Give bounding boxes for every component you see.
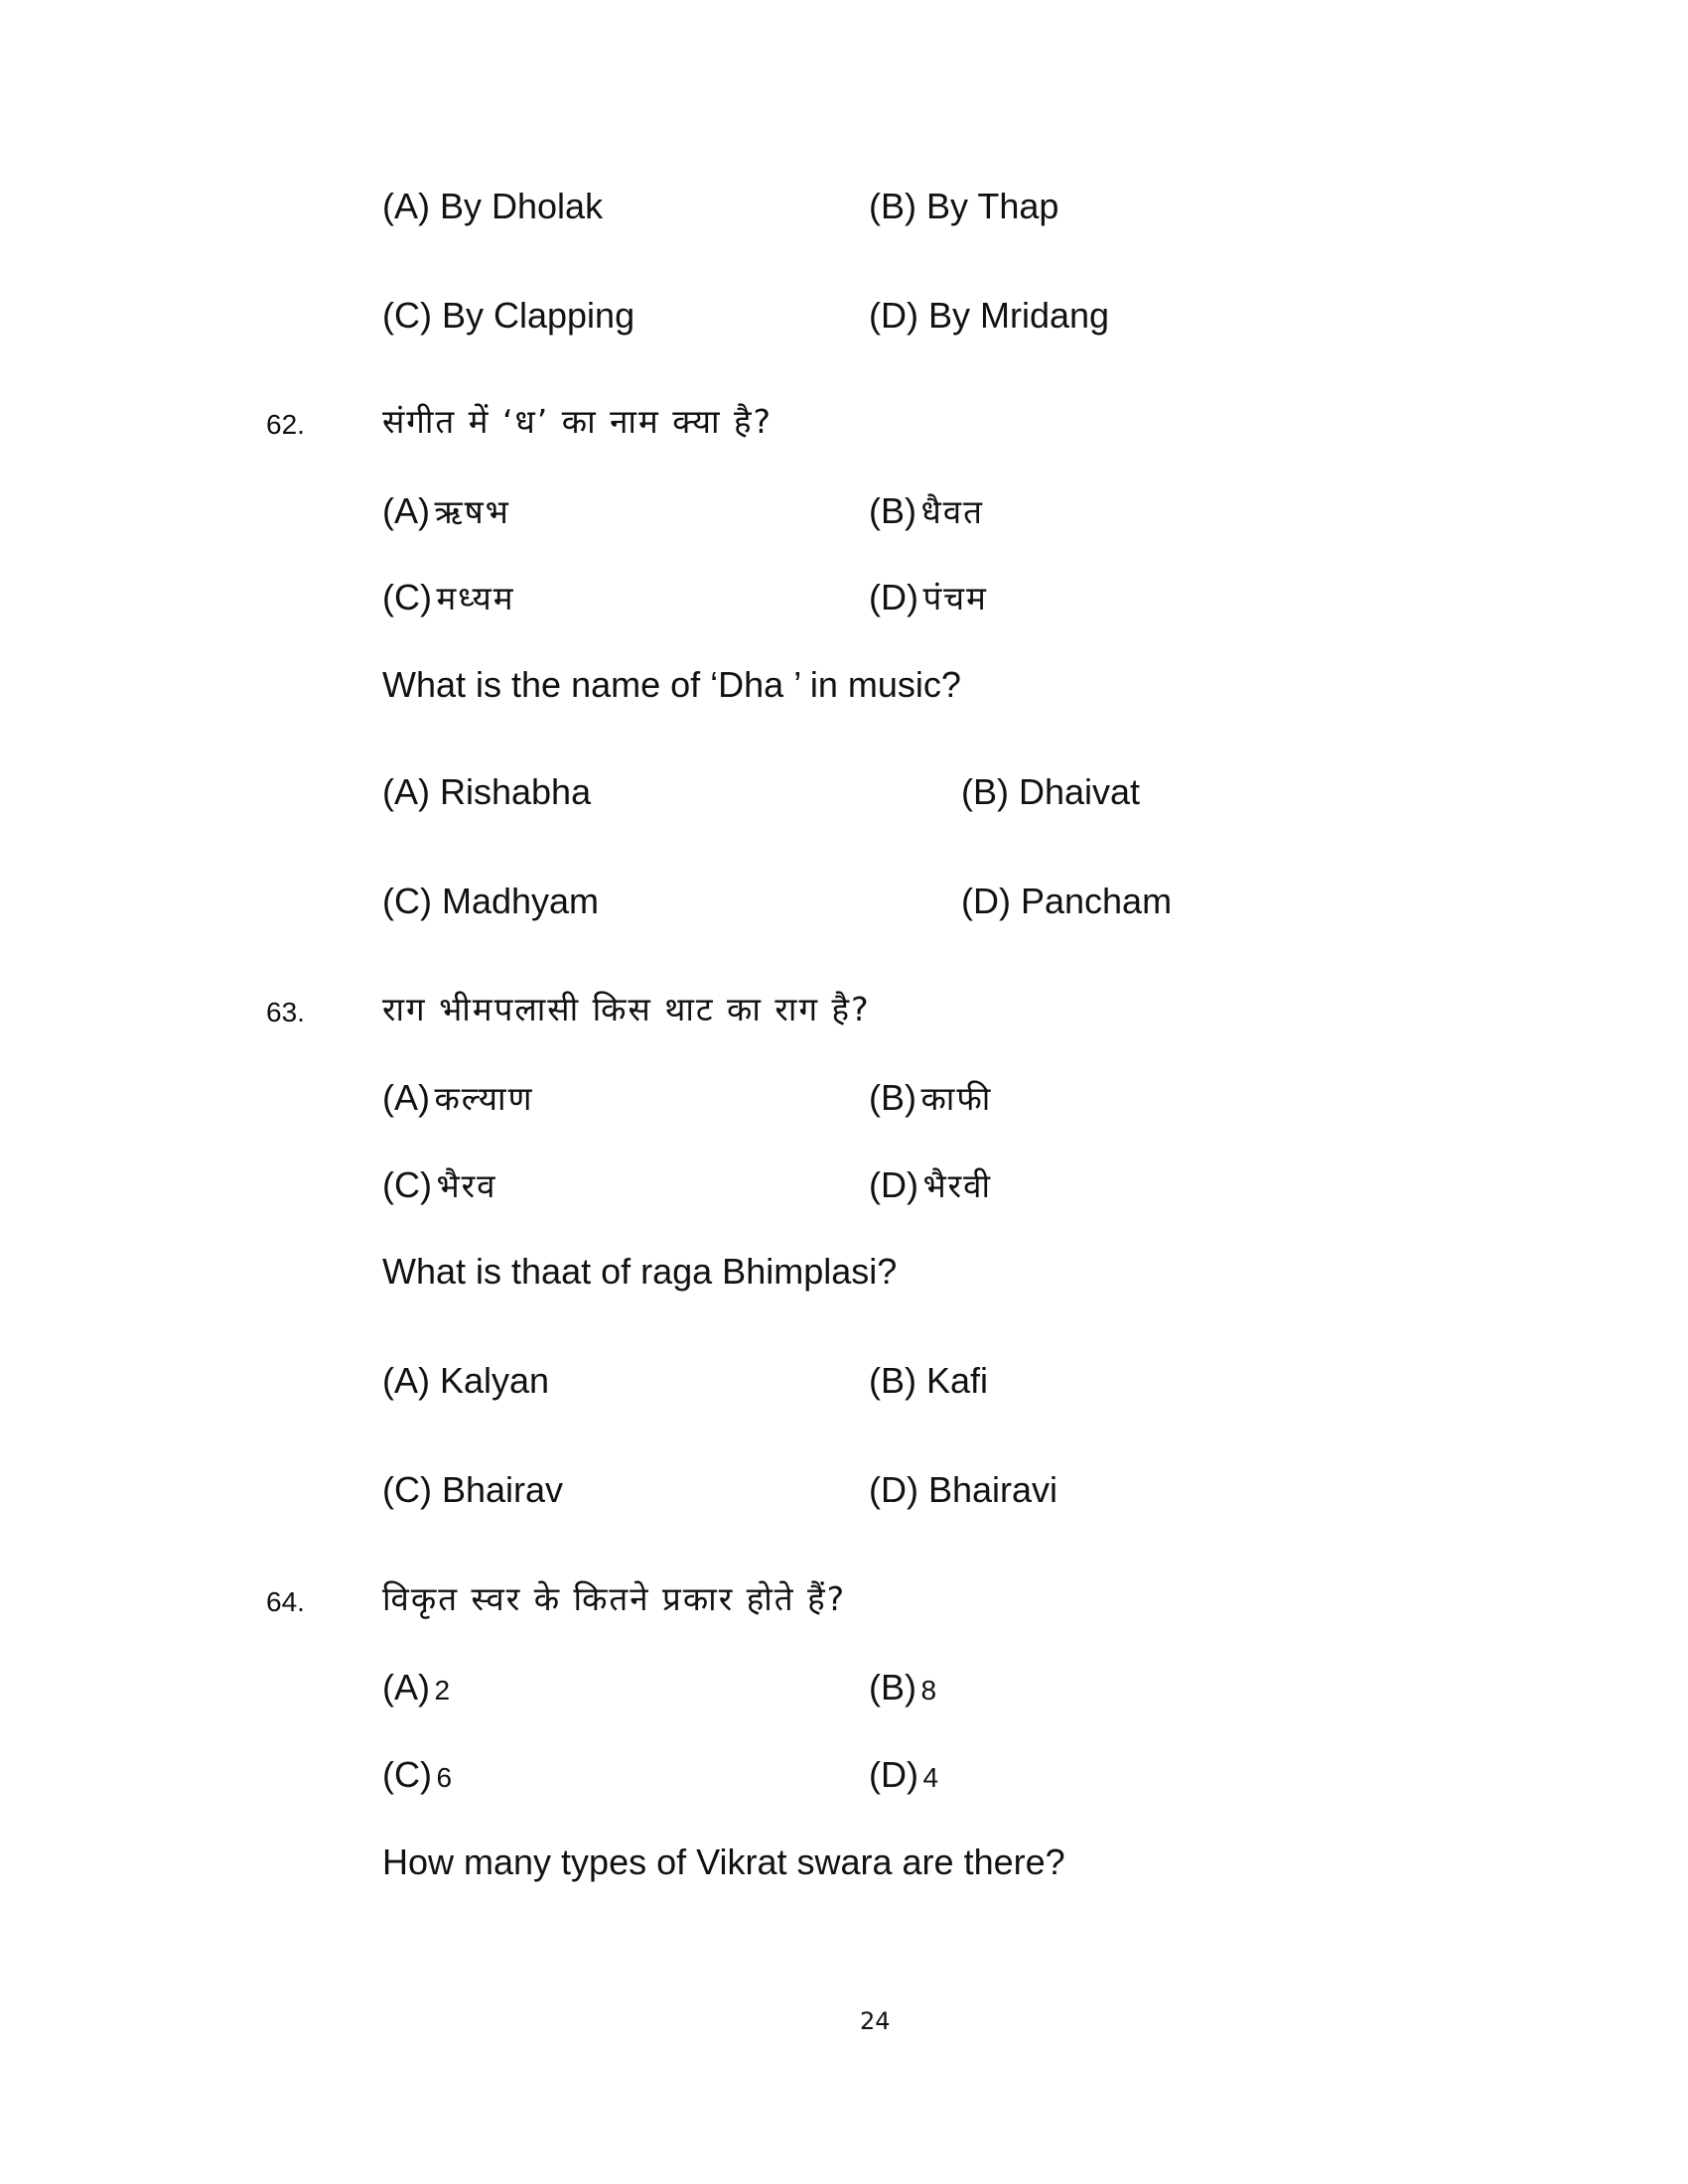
q62-question-en: What is the name of ‘Dha ’ in music?	[382, 664, 961, 705]
q63-option-hi-c	[382, 1164, 497, 1205]
q64-option-a	[382, 1667, 451, 1707]
q64-number: 64.	[266, 1586, 305, 1617]
q62-option-en-b: (B) Dhaivat	[961, 771, 1141, 812]
q62-option-hi-d	[869, 577, 988, 617]
option-label: (C)	[382, 1754, 432, 1795]
option-text: ऋषभ	[434, 492, 510, 531]
q62-option-hi-b	[869, 490, 984, 531]
option-label: (B)	[869, 1667, 916, 1707]
q62-option-en-a: (A) Rishabha	[382, 771, 592, 812]
q63-option-en-d: (D) Bhairavi	[869, 1469, 1058, 1510]
option-text: काफी	[920, 1079, 993, 1118]
q61-option-a: (A) By Dholak	[382, 186, 604, 226]
option-text: कल्याण	[434, 1079, 534, 1118]
option-label: (A)	[382, 1077, 430, 1118]
option-label: (B)	[869, 1077, 916, 1118]
q64-question-en: How many types of Vikrat swara are there?	[382, 1842, 1065, 1882]
option-text: 2	[434, 1675, 451, 1706]
option-text: भैरव	[436, 1166, 497, 1205]
q62-option-hi-a	[382, 490, 510, 531]
q62-option-en-c: (C) Madhyam	[382, 881, 600, 921]
option-text: धैवत	[920, 492, 984, 531]
option-text: 4	[922, 1762, 939, 1793]
option-text: पंचम	[922, 579, 988, 617]
option-label: (C)	[382, 1164, 432, 1205]
q64-option-b	[869, 1667, 937, 1707]
option-label: (B)	[869, 490, 916, 531]
option-label: (C)	[382, 577, 432, 617]
option-text: भैरवी	[922, 1166, 993, 1205]
q63-number: 63.	[266, 997, 305, 1027]
q64-option-c	[382, 1754, 453, 1795]
q63-option-hi-d	[869, 1164, 993, 1205]
q62-question-hi: संगीत में ‘ध’ का नाम क्या है?	[382, 402, 774, 441]
q63-option-hi-b	[869, 1077, 993, 1118]
option-label: (D)	[869, 1754, 918, 1795]
q63-option-hi-a	[382, 1077, 534, 1118]
option-text: मध्यम	[436, 579, 515, 617]
q62-option-en-d: (D) Pancham	[961, 881, 1173, 921]
option-label: (A)	[382, 1667, 430, 1707]
page-number: 24	[860, 2007, 891, 2035]
q63-question-hi: राग भीमपलासी किस थाट का राग है?	[382, 990, 871, 1028]
q63-question-en: What is thaat of raga Bhimplasi?	[382, 1251, 898, 1292]
q64-option-d	[869, 1754, 939, 1795]
q61-option-c: (C) By Clapping	[382, 295, 635, 336]
q64-question-hi: विकृत स्वर के कितने प्रकार होते हैं?	[382, 1579, 847, 1618]
option-label: (D)	[869, 1164, 918, 1205]
option-text: 8	[920, 1675, 937, 1706]
q63-option-en-b: (B) Kafi	[869, 1360, 989, 1401]
q62-number: 62.	[266, 409, 305, 440]
q63-option-en-c: (C) Bhairav	[382, 1469, 564, 1510]
option-label: (A)	[382, 490, 430, 531]
q61-option-b: (B) By Thap	[869, 186, 1059, 226]
q63-option-en-a: (A) Kalyan	[382, 1360, 550, 1401]
option-label: (D)	[869, 577, 918, 617]
q62-option-hi-c	[382, 577, 515, 617]
option-text: 6	[436, 1762, 453, 1793]
q61-option-d: (D) By Mridang	[869, 295, 1110, 336]
